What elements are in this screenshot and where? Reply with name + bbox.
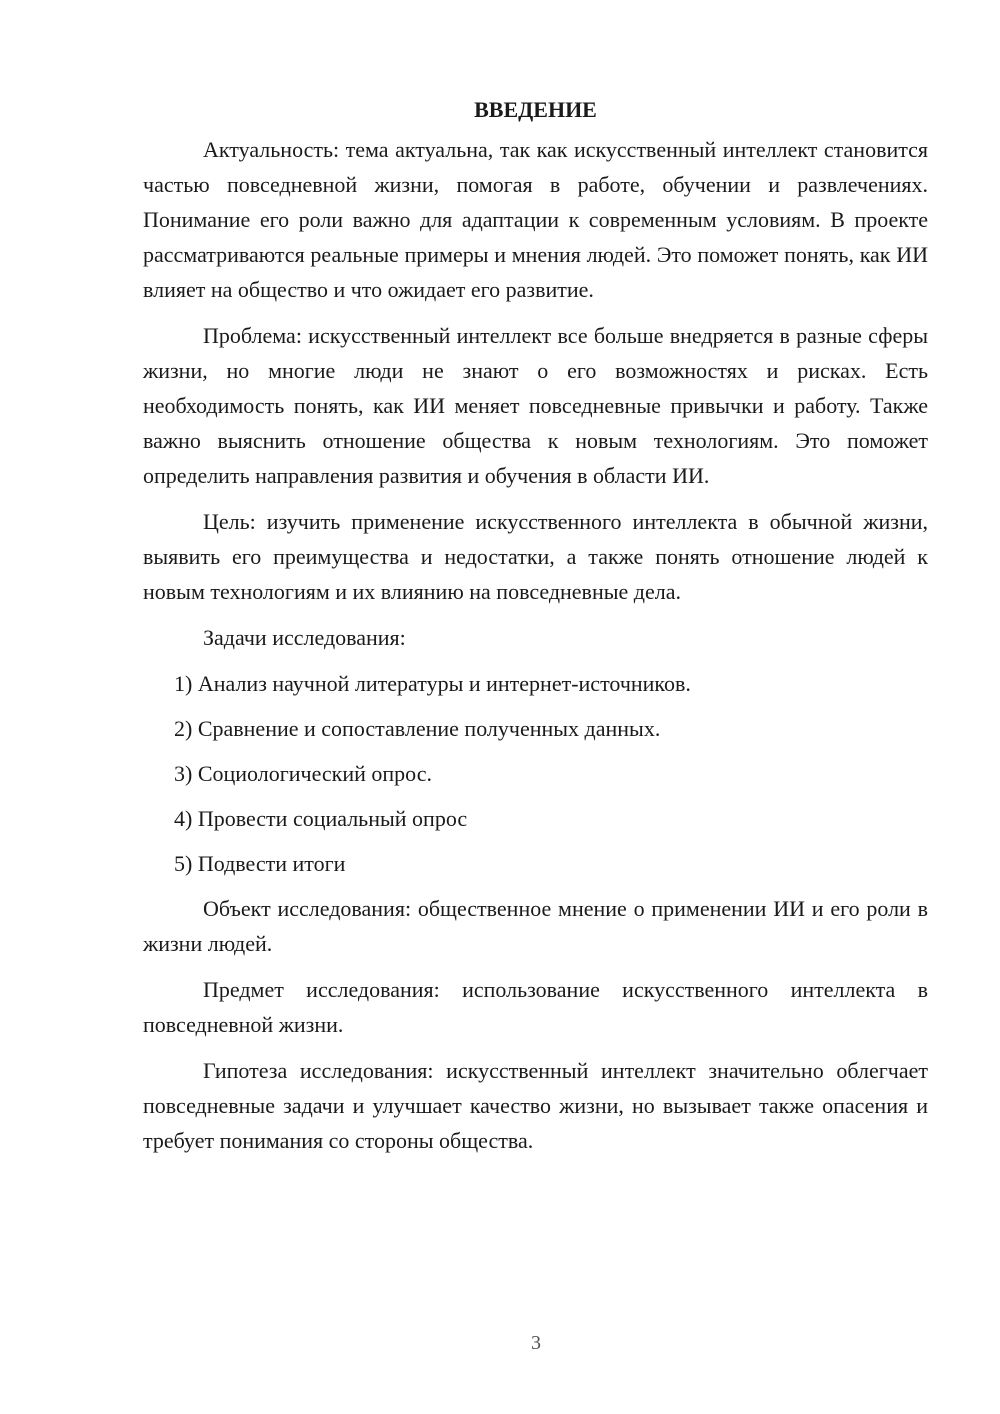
object-paragraph: Объект исследования: общественное мнение о применении ИИ и его роли в жизни людей. [143,896,928,956]
list-item: 4) Провести социальный опрос [174,806,468,831]
relevance-paragraph: Актуальность: тема актуальна, так как искусственный интеллект становится частью повседневной жизни, помогая в работе, обучении и развлечениях. Понимание его роли важно для адаптации к современным условиям. В проекте рассматриваются реальные примеры и мнения людей. Это поможет понять, как ИИ влияет на общество и что ожидает его развитие. [143,137,928,302]
page-number: 3 [531,1332,541,1354]
list-item: 3) Социологический опрос. [174,761,432,786]
document-page [143,92,928,1169]
list-item: 2) Сравнение и сопоставление полученных данных. [174,716,661,741]
list-item: 5) Подвести итоги [174,851,346,876]
section-heading: ВВЕДЕНИЕ [474,97,597,122]
hypothesis-paragraph: Гипотеза исследования: искусственный интеллект значительно облегчает повседневные задачи и улучшает качество жизни, но вызывает также опасения и требует понимания со стороны общества. [143,1058,928,1153]
tasks-list [143,666,928,881]
tasks-heading: Задачи исследования: [203,625,406,650]
list-item: 1) Анализ научной литературы и интернет-источников. [174,671,691,696]
goal-paragraph: Цель: изучить применение искусственного интеллекта в обычной жизни, выявить его преимущества и недостатки, а также понять отношение людей к новым технологиям и их влиянию на повседневные дела. [143,509,928,604]
problem-paragraph: Проблема: искусственный интеллект все больше внедряется в разные сферы жизни, но многие люди не знают о его возможностях и рисках. Есть необходимость понять, как ИИ меняет повседневные привычки и работу. Также важно выяснить отношение общества к новым технологиям. Это поможет определить направления развития и обучения в области ИИ. [143,323,928,488]
subject-paragraph: Предмет исследования: использование искусственного интеллекта в повседневной жизни. [143,977,928,1037]
